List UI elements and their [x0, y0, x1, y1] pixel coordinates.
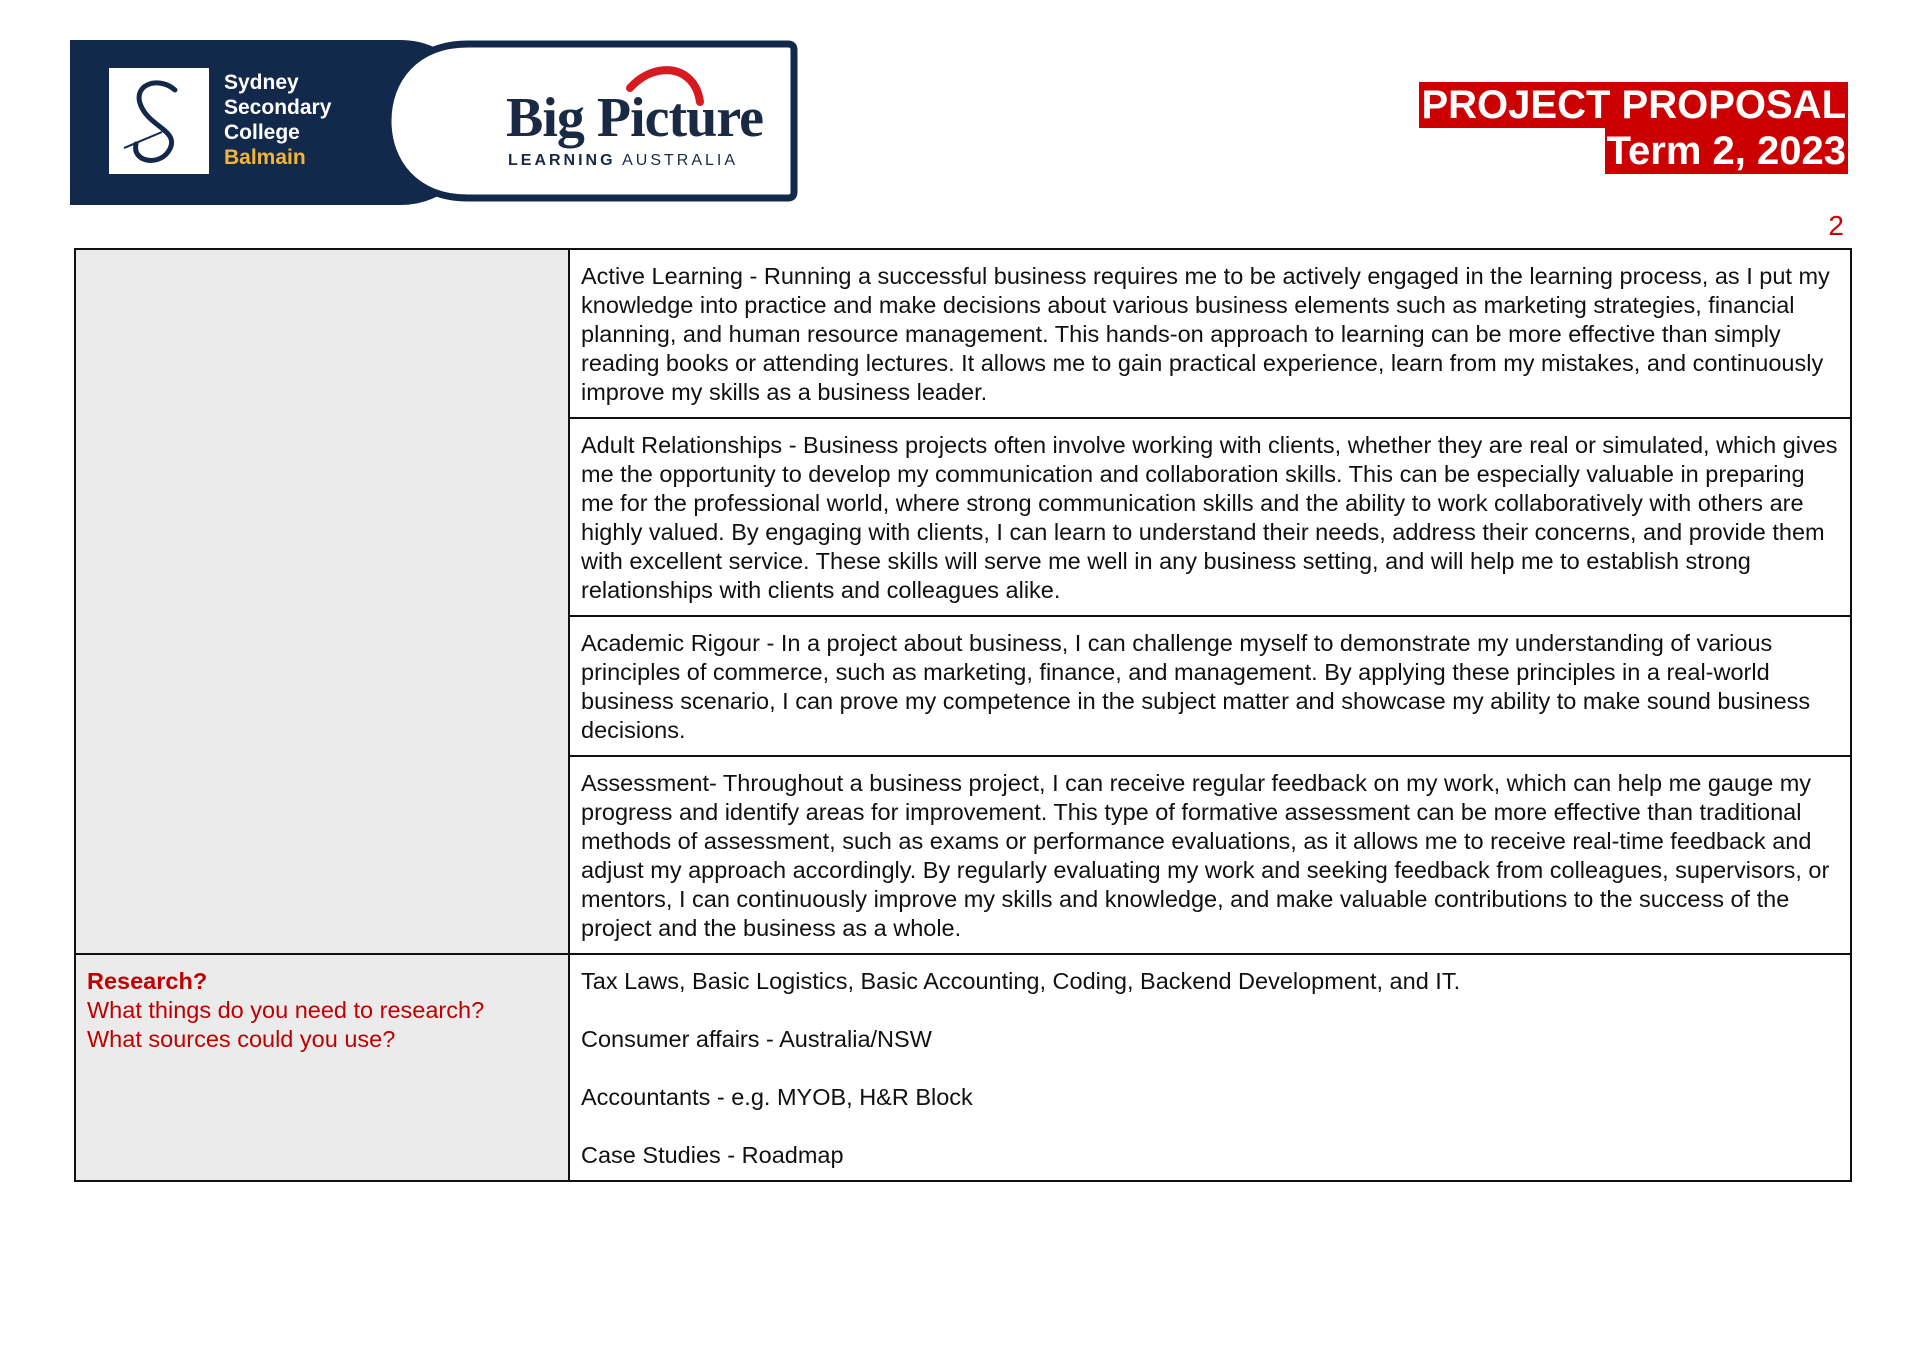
content-cell-assessment — [569, 756, 1851, 954]
paragraph-adult-relationships: Adult Relationships - Business projects often involve working with clients, whether they are real or simulated, which gives me the opportunity to develop my communication and collaboration skills. This can be especially valuable in preparing me for the professional world, where strong communication skills and the ability to work collaboratively with others are highly valued. By engaging with clients, I can learn to understand their needs, address their concerns, and provide them with excellent service. These skills will serve me well in any business setting, and will help me to establish strong relationships with clients and colleagues alike. — [581, 432, 1838, 603]
partner-logo-title: Big Picture — [506, 87, 764, 149]
research-answer-4: Case Studies - Roadmap — [581, 1142, 844, 1168]
paragraph-assessment: Assessment- Throughout a business project, I can receive regular feedback on my work, which can help me gauge my progress and identify areas for improvement. This type of formative assessment can be more effective than traditional methods of assessment, such as exams or performance evaluations, as it allows me to receive real-time feedback and adjust my approach accordingly. By regularly evaluating my work and seeking feedback from colleagues, supervisors, or mentors, I can continuously improve my skills and knowledge, and make valuable contributions to the success of the project and the business as a whole. — [581, 770, 1830, 941]
table-row-research — [75, 954, 1851, 1181]
paragraph-academic-rigour: Academic Rigour - In a project about business, I can challenge myself to demonstrate my understanding of various principles of commerce, such as marketing, finance, and management. By applying these principles in a real-world business scenario, I can prove my competence in the subject matter and showcase my ability to make sound business decisions. — [581, 630, 1811, 743]
research-answer-2: Consumer affairs - Australia/NSW — [581, 1026, 932, 1052]
content-cell-active-learning — [569, 249, 1851, 418]
proposal-title: PROJECT PROPOSAL — [1421, 83, 1846, 127]
research-answer-1: Tax Laws, Basic Logistics, Basic Accounting, Coding, Backend Development, and IT. — [581, 968, 1461, 994]
research-question-2: What sources could you use? — [87, 1026, 396, 1052]
partner-logo-sub-rest: AUSTRALIA — [622, 152, 739, 169]
proposal-heading — [1419, 82, 1848, 174]
school-name-line1: Sydney — [224, 71, 299, 94]
label-cell-empty — [75, 249, 569, 954]
header-logo — [70, 40, 800, 205]
partner-logo-subtitle — [508, 152, 738, 170]
proposal-table — [74, 248, 1852, 1182]
content-cell-research — [569, 954, 1851, 1181]
proposal-term: Term 2, 2023 — [1606, 129, 1846, 173]
page-number: 2 — [1828, 210, 1844, 241]
research-question-1: What things do you need to research? — [87, 997, 485, 1023]
content-cell-academic-rigour — [569, 616, 1851, 756]
table-row — [75, 249, 1851, 418]
school-name-line3: College — [224, 121, 300, 144]
label-cell-research — [75, 954, 569, 1181]
research-title: Research? — [87, 968, 208, 994]
content-cell-adult-relationships — [569, 418, 1851, 616]
school-name — [224, 70, 331, 170]
school-name-line2: Secondary — [224, 96, 332, 119]
partner-logo-sub-bold: LEARNING — [508, 152, 616, 169]
paragraph-active-learning: Active Learning - Running a successful business requires me to be actively engaged in the learning process, as I put my knowledge into practice and make decisions about various business elements such as marketing strategies, financial planning, and human resource management. This hands-on approach to learning can be more effective than simply reading books or attending lectures. It allows me to gain practical experience, learn from my mistakes, and continuously improve my skills as a business leader. — [581, 263, 1830, 405]
school-name-line4: Balmain — [224, 146, 306, 169]
research-answer-3: Accountants - e.g. MYOB, H&R Block — [581, 1084, 973, 1110]
